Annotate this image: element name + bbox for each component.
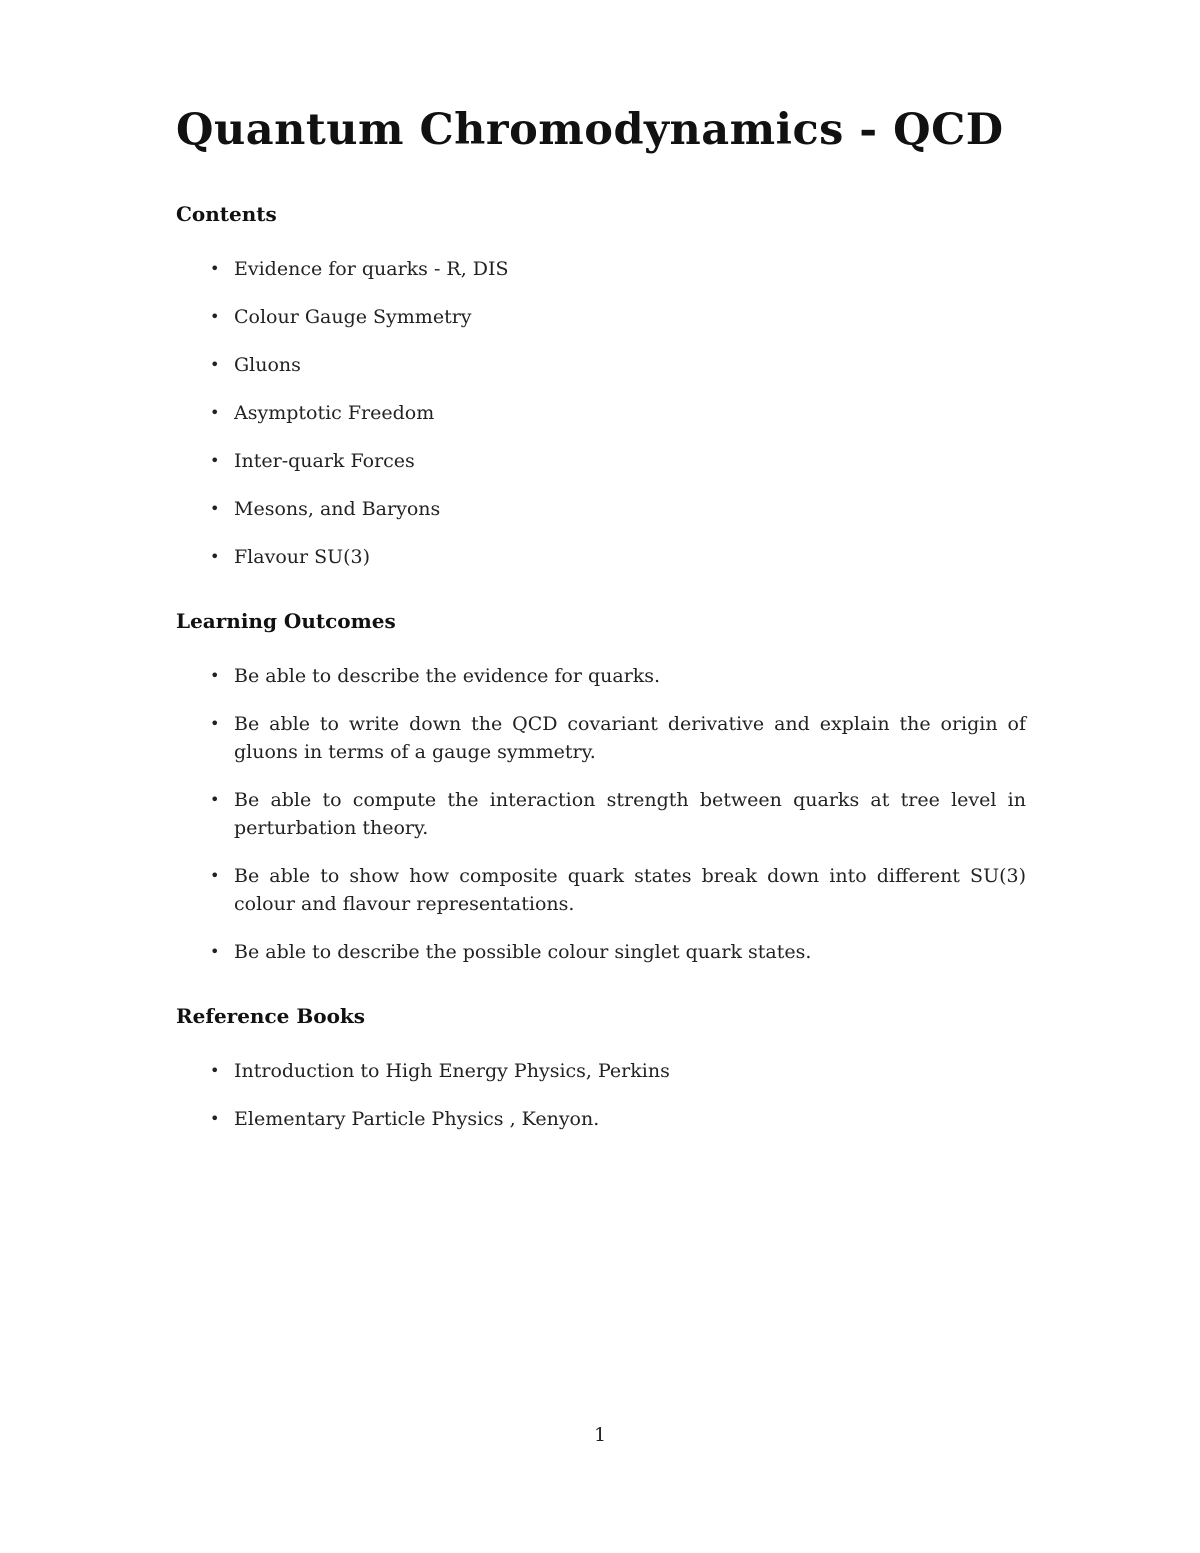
- list-item: [176, 1105, 1026, 1153]
- page-title: Quantum Chromodynamics - QCD: [176, 105, 1004, 155]
- bullet-icon: •: [210, 1109, 220, 1128]
- list-item-text: Evidence for quarks - R, DIS: [234, 258, 509, 280]
- list-item-text: Be able to write down the QCD covariant derivative and explain the origin of gluons in terms of a gauge symmetry.: [234, 713, 1026, 763]
- list-item: [176, 786, 1026, 842]
- reference-books-list: [176, 1057, 1026, 1153]
- reference-books-heading: Reference Books: [176, 1004, 366, 1028]
- list-item: [176, 543, 1026, 591]
- list-item: [176, 495, 1026, 543]
- list-item-text: Colour Gauge Symmetry: [234, 306, 472, 328]
- bullet-icon: •: [210, 451, 220, 470]
- list-item: [176, 1057, 1026, 1105]
- contents-list: [176, 255, 1026, 591]
- list-item: [176, 447, 1026, 495]
- list-item-text: Be able to compute the interaction strength between quarks at tree level in perturbation theory.: [234, 789, 1026, 839]
- list-item: [176, 710, 1026, 766]
- list-item: [176, 938, 1026, 966]
- bullet-icon: •: [210, 499, 220, 518]
- learning-outcomes-heading: Learning Outcomes: [176, 609, 396, 633]
- page-number: 1: [593, 1424, 607, 1446]
- bullet-icon: •: [210, 547, 220, 566]
- bullet-icon: •: [210, 259, 220, 278]
- list-item-text: Be able to show how composite quark states break down into different SU(3) colour and flavour representations.: [234, 865, 1026, 915]
- list-item: [176, 303, 1026, 351]
- list-item-text: Gluons: [234, 354, 301, 376]
- list-item: [176, 399, 1026, 447]
- list-item-text: Inter-quark Forces: [234, 450, 415, 472]
- list-item-text: Be able to describe the possible colour singlet quark states.: [234, 941, 812, 963]
- list-item-text: Mesons, and Baryons: [234, 498, 441, 520]
- bullet-icon: •: [210, 307, 220, 326]
- list-item: [176, 662, 1026, 690]
- bullet-icon: •: [210, 355, 220, 374]
- bullet-icon: •: [210, 403, 220, 422]
- bullet-icon: •: [210, 866, 220, 885]
- list-item: [176, 351, 1026, 399]
- list-item-text: Flavour SU(3): [234, 546, 371, 568]
- bullet-icon: •: [210, 790, 220, 809]
- list-item: [176, 862, 1026, 918]
- bullet-icon: •: [210, 1061, 220, 1080]
- list-item-text: Introduction to High Energy Physics, Perkins: [234, 1060, 670, 1082]
- bullet-icon: •: [210, 714, 220, 733]
- list-item-text: Be able to describe the evidence for quarks.: [234, 665, 661, 687]
- learning-outcomes-list: [176, 662, 1026, 986]
- bullet-icon: •: [210, 666, 220, 685]
- list-item-text: Elementary Particle Physics , Kenyon.: [234, 1108, 600, 1130]
- bullet-icon: •: [210, 942, 220, 961]
- list-item: [176, 255, 1026, 303]
- list-item-text: Asymptotic Freedom: [234, 402, 435, 424]
- contents-heading: Contents: [176, 202, 277, 226]
